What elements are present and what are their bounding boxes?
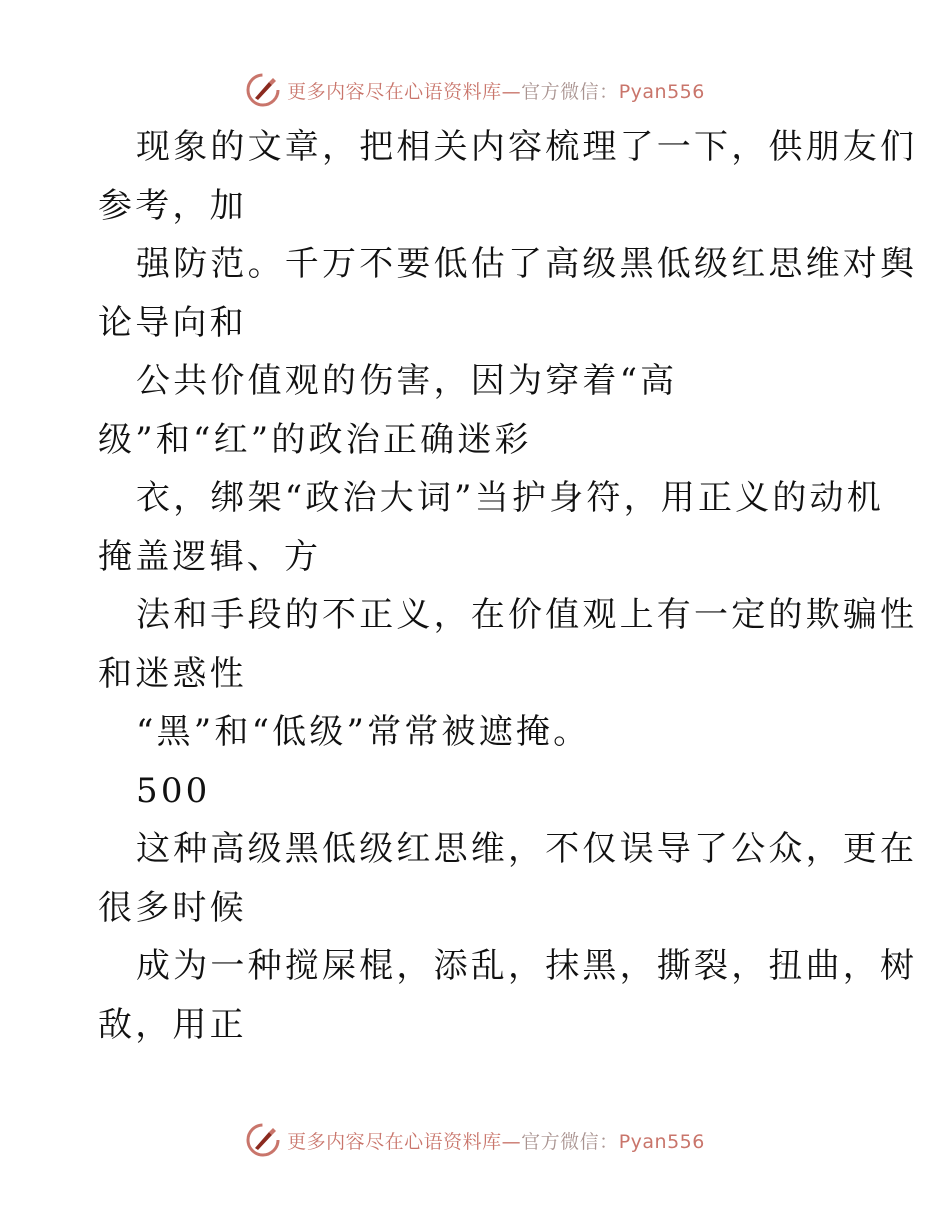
text-line: 这种高级黑低级红思维，不仅误导了公众，更在 xyxy=(136,829,918,869)
footer-watermark xyxy=(0,1120,950,1160)
text-line: 衣，绑架“政治大词”当护身符，用正义的动机 xyxy=(136,478,884,518)
text-line: 成为一种搅屎棍，添乱，抹黑，撕裂，扭曲，树 xyxy=(136,946,918,986)
text-line: 掩盖逻辑、方 xyxy=(98,536,322,577)
watermark-separator: — xyxy=(501,1130,522,1153)
text-line: 法和手段的不正义，在价值观上有一定的欺骗性 xyxy=(136,595,918,635)
watermark-account: Pyan556 xyxy=(618,80,705,103)
document-body xyxy=(98,118,918,1054)
watermark-text xyxy=(287,77,705,104)
text-line: 级”和“红”的政治正确迷彩 xyxy=(98,419,532,460)
pen-nib-circle-icon xyxy=(245,1122,281,1158)
text-line: 很多时候 xyxy=(98,887,247,928)
text-line: 和迷惑性 xyxy=(98,653,247,694)
watermark-separator: — xyxy=(501,80,522,103)
text-line: 公共价值观的伤害，因为穿着“高 xyxy=(136,361,678,401)
watermark-brand: 更多内容尽在心语资料库 xyxy=(287,80,502,103)
text-line: 强防范。千万不要低估了高级黑低级红思维对舆 xyxy=(136,244,918,284)
watermark-account: Pyan556 xyxy=(618,1130,705,1153)
text-line: 参考，加 xyxy=(98,185,247,226)
text-line: 现象的文章，把相关内容梳理了一下，供朋友们 xyxy=(136,127,918,167)
header-watermark xyxy=(0,70,950,110)
watermark-label: 官方微信： xyxy=(521,80,619,103)
watermark-label: 官方微信： xyxy=(521,1130,619,1153)
text-line: 敌，用正 xyxy=(98,1004,247,1045)
page-number-text: 500 xyxy=(136,770,211,811)
watermark-text xyxy=(287,1127,705,1154)
watermark-brand: 更多内容尽在心语资料库 xyxy=(287,1130,502,1153)
pen-nib-circle-icon xyxy=(245,72,281,108)
text-line: 论导向和 xyxy=(98,302,247,343)
text-line: “黑”和“低级”常常被遮掩。 xyxy=(136,712,591,752)
